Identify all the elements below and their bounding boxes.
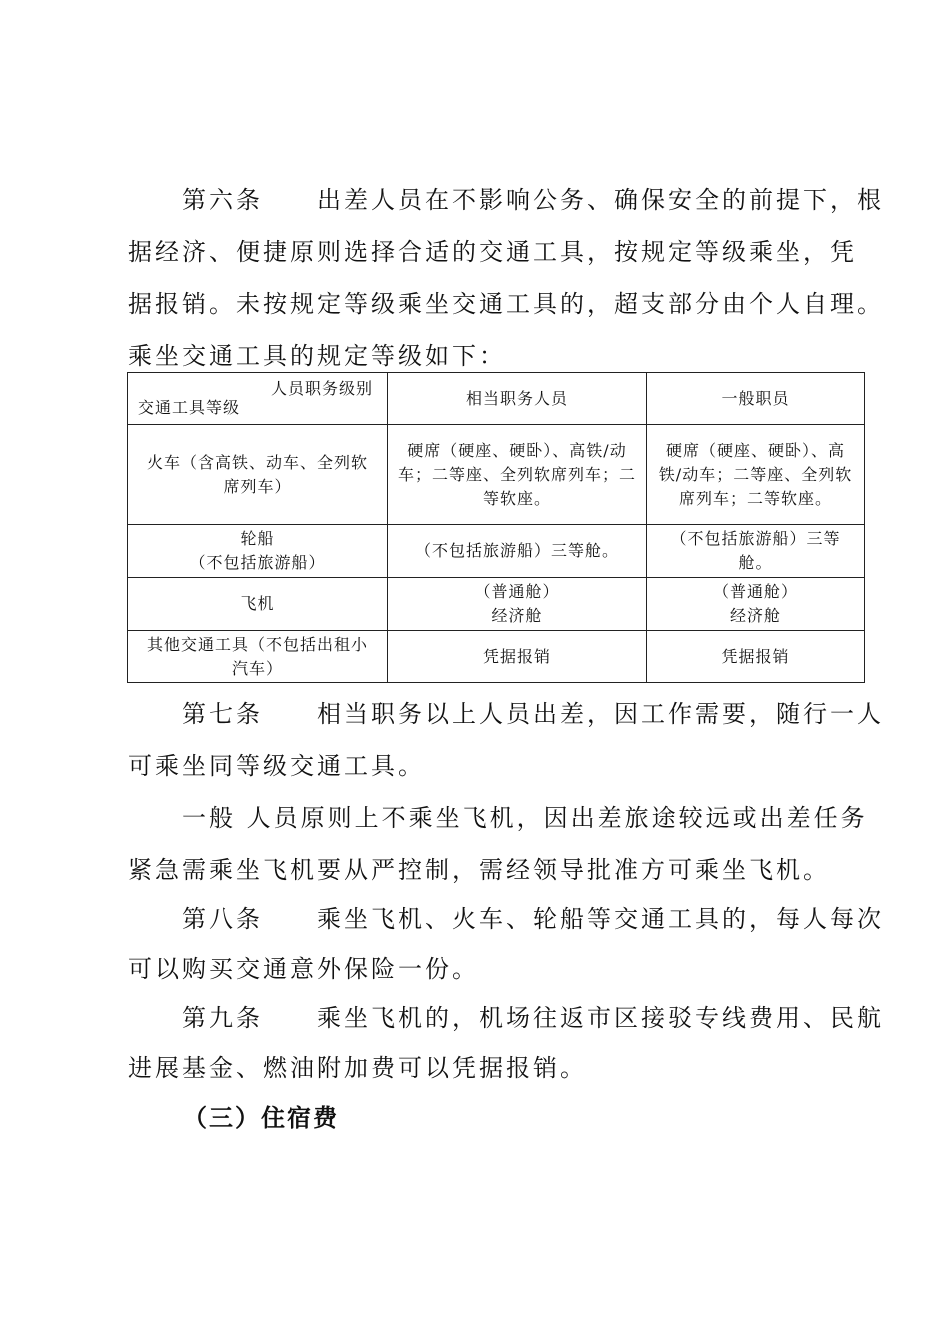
table-header-row [128,373,865,425]
article-6-line-2: 据经济、便捷原则选择合适的交通工具，按规定等级乘坐，凭 [128,238,857,266]
other-general: 凭据报销 [647,631,865,683]
article-8-line-1: 第八条 乘坐飞机、火车、轮船等交通工具的，每人每次 [182,905,884,933]
vehicle-train: 火车（含高铁、动车、全列软席列车） [128,425,388,525]
vehicle-other: 其他交通工具（不包括出租小汽车） [128,631,388,683]
corner-bottom-label: 交通工具等级 [138,398,241,417]
article-7-line-1: 第七条 相当职务以上人员出差，因工作需要，随行一人 [182,700,884,728]
table-corner-cell [128,373,388,425]
header-col-senior: 相当职务人员 [388,373,647,425]
table-row [128,631,865,683]
vehicle-plane: 飞机 [128,578,388,631]
plane-senior: （普通舱） 经济舱 [388,578,647,631]
other-senior: 凭据报销 [388,631,647,683]
ship-senior: （不包括旅游船）三等舱。 [388,525,647,578]
table-row [128,425,865,525]
article-7-line-2: 可乘坐同等级交通工具。 [128,752,425,780]
section-heading-lodging: （三）住宿费 [183,1104,339,1132]
corner-top-label: 人员职务级别 [270,379,373,398]
table-row [128,525,865,578]
general-staff-line-1: 一般 人员原则上不乘坐飞机，因出差旅途较远或出差任务 [182,804,868,832]
header-col-general: 一般职员 [647,373,865,425]
table-row [128,578,865,631]
train-senior: 硬席（硬座、硬卧）、高铁/动车；二等座、全列软席列车；二等软座。 [388,425,647,525]
vehicle-ship: 轮船 （不包括旅游船） [128,525,388,578]
ship-general: （不包括旅游船）三等舱。 [647,525,865,578]
article-6-line-4: 乘坐交通工具的规定等级如下： [128,342,506,370]
article-6-line-1: 第六条 出差人员在不影响公务、确保安全的前提下，根 [182,186,884,214]
plane-general: （普通舱） 经济舱 [647,578,865,631]
train-general: 硬席（硬座、硬卧）、高铁/动车；二等座、全列软席列车；二等软座。 [647,425,865,525]
article-8-line-2: 可以购买交通意外保险一份。 [128,955,479,983]
article-9-line-2: 进展基金、燃油附加费可以凭据报销。 [128,1054,587,1082]
transport-grade-table [127,372,865,683]
article-6-line-3: 据报销。未按规定等级乘坐交通工具的，超支部分由个人自理。 [128,290,884,318]
general-staff-line-2: 紧急需乘坐飞机要从严控制，需经领导批准方可乘坐飞机。 [128,856,830,884]
article-9-line-1: 第九条 乘坐飞机的，机场往返市区接驳专线费用、民航 [182,1004,884,1032]
